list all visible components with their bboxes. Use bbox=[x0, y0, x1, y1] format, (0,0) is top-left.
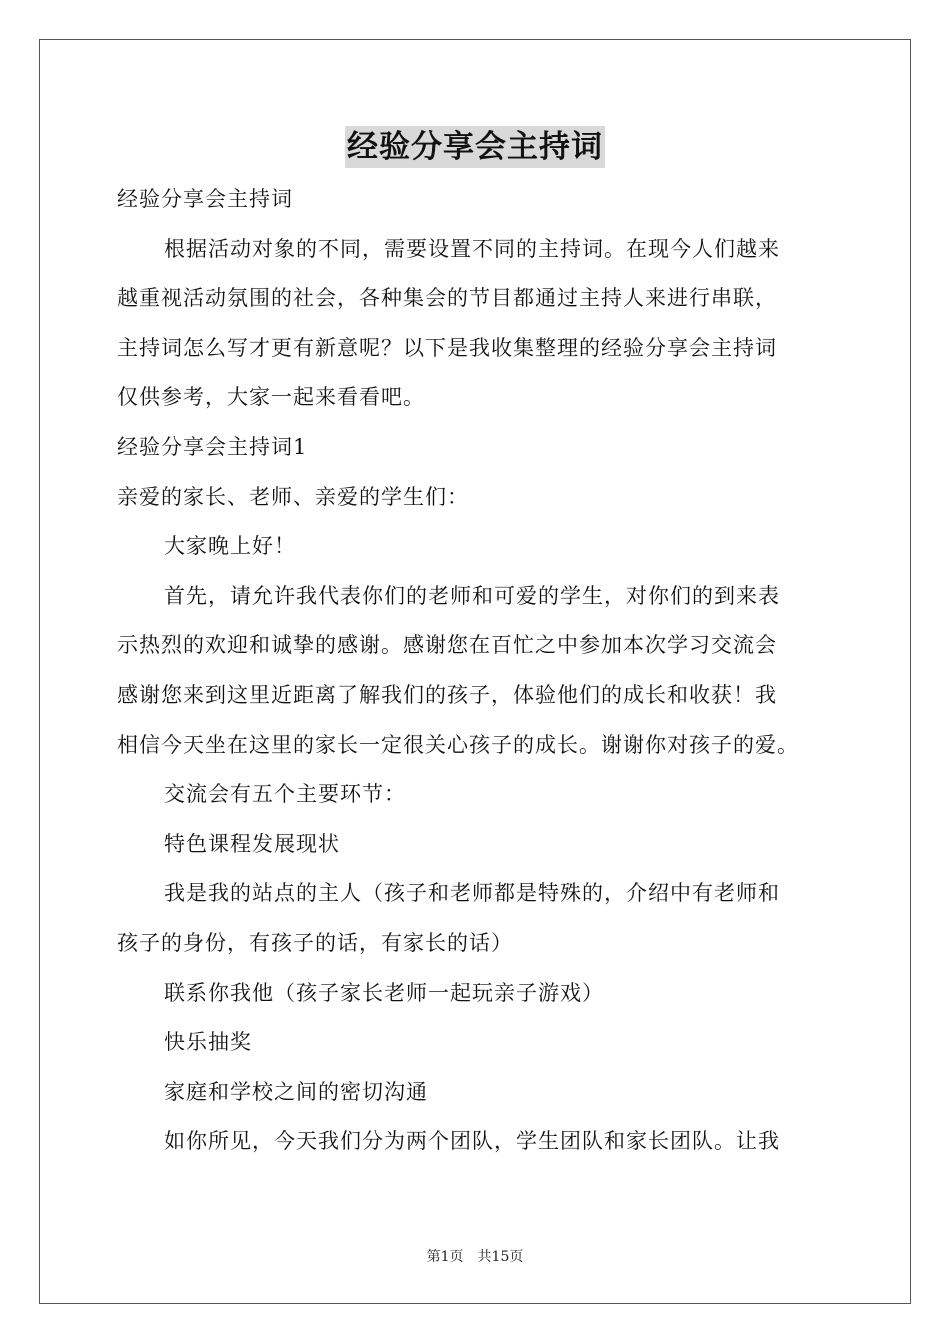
text-line: 首先，请允许我代表你们的老师和可爱的学生，对你们的到来表 bbox=[164, 583, 780, 608]
page-number: 第1页 bbox=[426, 1249, 464, 1265]
text-line: 特色课程发展现状 bbox=[164, 831, 340, 856]
text-line: 根据活动对象的不同，需要设置不同的主持词。在现今人们越来 bbox=[164, 236, 780, 261]
text-line: 仅供参考，大家一起来看看吧。 bbox=[117, 385, 425, 410]
total-pages: 共15页 bbox=[477, 1249, 524, 1265]
text-line: 联系你我他（孩子家长老师一起玩亲子游戏） bbox=[164, 980, 604, 1005]
title-area bbox=[0, 126, 950, 168]
page-footer bbox=[0, 1248, 950, 1266]
text-line: 亲爱的家长、老师、亲爱的学生们： bbox=[117, 484, 469, 509]
text-line: 快乐抽奖 bbox=[164, 1030, 252, 1055]
text-line: 如你所见，今天我们分为两个团队，学生团队和家长团队。让我 bbox=[164, 1129, 780, 1154]
document-title: 经验分享会主持词 bbox=[345, 126, 605, 168]
text-line: 家庭和学校之间的密切沟通 bbox=[164, 1079, 428, 1104]
text-line: 示热烈的欢迎和诚挚的感谢。感谢您在百忙之中参加本次学习交流会 bbox=[117, 633, 777, 658]
text-line: 主持词怎么写才更有新意呢？以下是我收集整理的经验分享会主持词 bbox=[117, 335, 777, 360]
text-line: 相信今天坐在这里的家长一定很关心孩子的成长。谢谢你对孩子的爱。 bbox=[117, 732, 799, 757]
text-line: 交流会有五个主要环节： bbox=[164, 782, 406, 807]
text-line: 经验分享会主持词1 bbox=[117, 434, 308, 459]
document-body bbox=[117, 178, 837, 1170]
text-line: 感谢您来到这里近距离了解我们的孩子，体验他们的成长和收获！我 bbox=[117, 682, 777, 707]
text-line: 孩子的身份，有孩子的话，有家长的话） bbox=[117, 930, 513, 955]
text-line: 越重视活动氛围的社会，各种集会的节目都通过主持人来进行串联， bbox=[117, 286, 777, 311]
text-line: 经验分享会主持词 bbox=[117, 187, 293, 211]
text-line: 大家晚上好！ bbox=[164, 534, 296, 559]
text-line: 我是我的站点的主人（孩子和老师都是特殊的，介绍中有老师和 bbox=[164, 881, 780, 906]
